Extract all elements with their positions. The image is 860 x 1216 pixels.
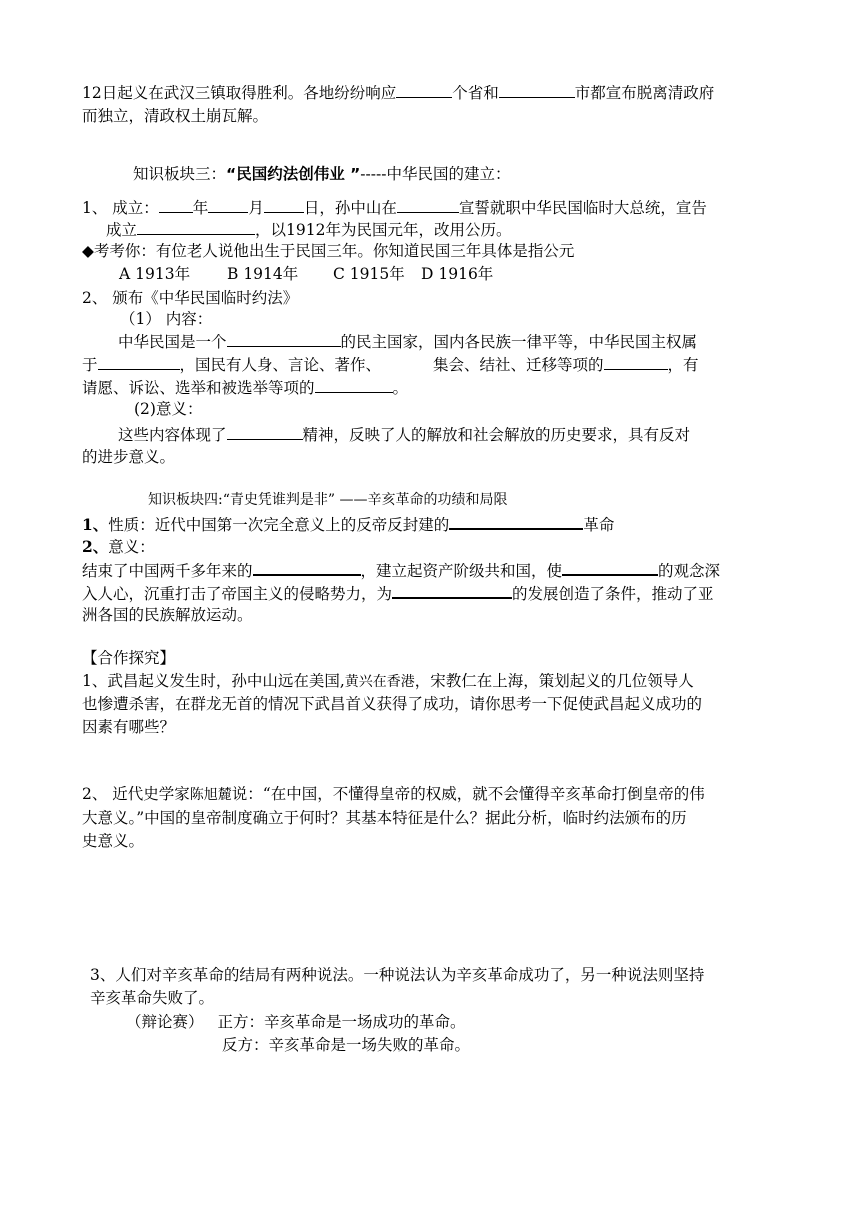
intro-line-2: 而独立，清政权土崩瓦解。 bbox=[82, 107, 269, 125]
content-line-2: 于 ，国民有人身、言论、著作、 集会、结社、迁移等项的 ，有 bbox=[82, 356, 699, 374]
blank-city-count[interactable] bbox=[499, 82, 575, 98]
blank-nature[interactable] bbox=[227, 331, 341, 347]
q1-line-3: 因素有哪些？ bbox=[82, 718, 176, 736]
blank-state-name[interactable] bbox=[137, 219, 255, 235]
section4-heading: 知识板块四:“青史凭谁判是非” ——辛亥革命的功绩和局限 bbox=[148, 492, 508, 508]
q2-line-3: 史意义。 bbox=[82, 832, 145, 850]
blank-month[interactable] bbox=[208, 197, 248, 213]
option-a[interactable]: A 1913年 bbox=[119, 265, 191, 283]
meaning-line-1: 这些内容体现了 精神，反映了人的解放和社会解放的历史要求，具有反对 bbox=[118, 426, 691, 444]
blank-concept[interactable] bbox=[562, 559, 658, 576]
blank-place[interactable] bbox=[397, 197, 459, 213]
founding-line-2: 成立 ，以1912年为民国元年，改用公历。 bbox=[106, 221, 512, 239]
blank-rights[interactable] bbox=[315, 377, 393, 393]
blank-day[interactable] bbox=[264, 197, 304, 213]
constitution-heading: 2、 颁布《中华民国临时约法》 bbox=[82, 289, 299, 307]
founding-line-1: 1、 成立： 年 月 日，孙中山在 宣誓就职中华民国临时大总统，宣告 bbox=[82, 199, 707, 217]
debate-pro: （辩论赛） 正方：辛亥革命是一场成功的革命。 bbox=[126, 1013, 466, 1031]
blank-year[interactable] bbox=[159, 197, 193, 213]
significance-heading: 2、意义： bbox=[82, 537, 155, 556]
blank-freedoms[interactable] bbox=[604, 354, 668, 370]
option-d[interactable]: D 1916年 bbox=[421, 265, 494, 283]
blank-economy[interactable] bbox=[392, 582, 512, 599]
meaning-label: (2)意义： bbox=[134, 400, 203, 418]
q1-line-2: 也惨遭杀害，在群龙无首的情况下武昌首义获得了成功，请你思考一下促使武昌起义成功的 bbox=[82, 695, 703, 713]
blank-province-count[interactable] bbox=[396, 82, 452, 98]
content-line-1: 中华民国是一个 的民主国家，国内各民族一律平等，中华民国主权属 bbox=[118, 333, 698, 351]
q3-line-2: 辛亥革命失败了。 bbox=[90, 989, 215, 1007]
content-label: （1） 内容： bbox=[120, 310, 213, 328]
quiz-question: ◆考考你：有位老人说他出生于民国三年。你知道民国三年具体是指公元 bbox=[82, 242, 575, 260]
significance-line-1: 结束了中国两千多年来的 ，建立起资产阶级共和国，使 的观念深 bbox=[82, 559, 720, 581]
significance-line-2: 入人心，沉重打击了帝国主义的侵略势力，为 的发展创造了条件，推动了亚 bbox=[82, 582, 714, 604]
content-line-3: 请愿、诉讼、选举和被选举等项的 。 bbox=[82, 379, 409, 397]
blank-revolution-type[interactable] bbox=[449, 513, 583, 530]
blank-spirit[interactable] bbox=[227, 424, 303, 440]
option-b[interactable]: B 1914年 bbox=[227, 265, 299, 283]
significance-line-3: 洲各国的民族解放运动。 bbox=[82, 606, 253, 624]
intro-line-1: 12日起义在武汉三镇取得胜利。各地纷纷响应 个省和 市都宣布脱离清政府 bbox=[82, 84, 715, 102]
meaning-line-2: 的进步意义。 bbox=[82, 448, 176, 466]
nature-line: 1、性质：近代中国第一次完全意义上的反帝反封建的 革命 bbox=[82, 515, 615, 534]
section3-heading: 知识板块三：“民国约法创伟业 ”-----中华民国的建立： bbox=[133, 165, 511, 183]
coop-title: 【合作探究】 bbox=[82, 649, 176, 667]
option-c[interactable]: C 1915年 bbox=[333, 265, 405, 283]
q1-line-1: 1、武昌起义发生时，孙中山远在美国,黄兴在香港，宋教仁在上海，策划起义的几位领导人 bbox=[82, 672, 694, 690]
debate-con: 反方：辛亥革命是一场失败的革命。 bbox=[222, 1036, 471, 1054]
q2-line-2: 大意义。”中国的皇帝制度确立于何时？其基本特征是什么？据此分析，临时约法颁布的历 bbox=[82, 809, 687, 827]
blank-monarchy[interactable] bbox=[253, 559, 361, 576]
q3-line-1: 3、人们对辛亥革命的结局有两种说法。一种说法认为辛亥革命成功了，另一种说法则坚持 bbox=[90, 966, 705, 984]
blank-sovereignty[interactable] bbox=[98, 354, 180, 370]
q2-line-1: 2、 近代史学家陈旭麓说：“在中国，不懂得皇帝的权威，就不会懂得辛亥革命打倒皇帝的伟 bbox=[82, 785, 705, 803]
quiz-options bbox=[119, 264, 493, 284]
